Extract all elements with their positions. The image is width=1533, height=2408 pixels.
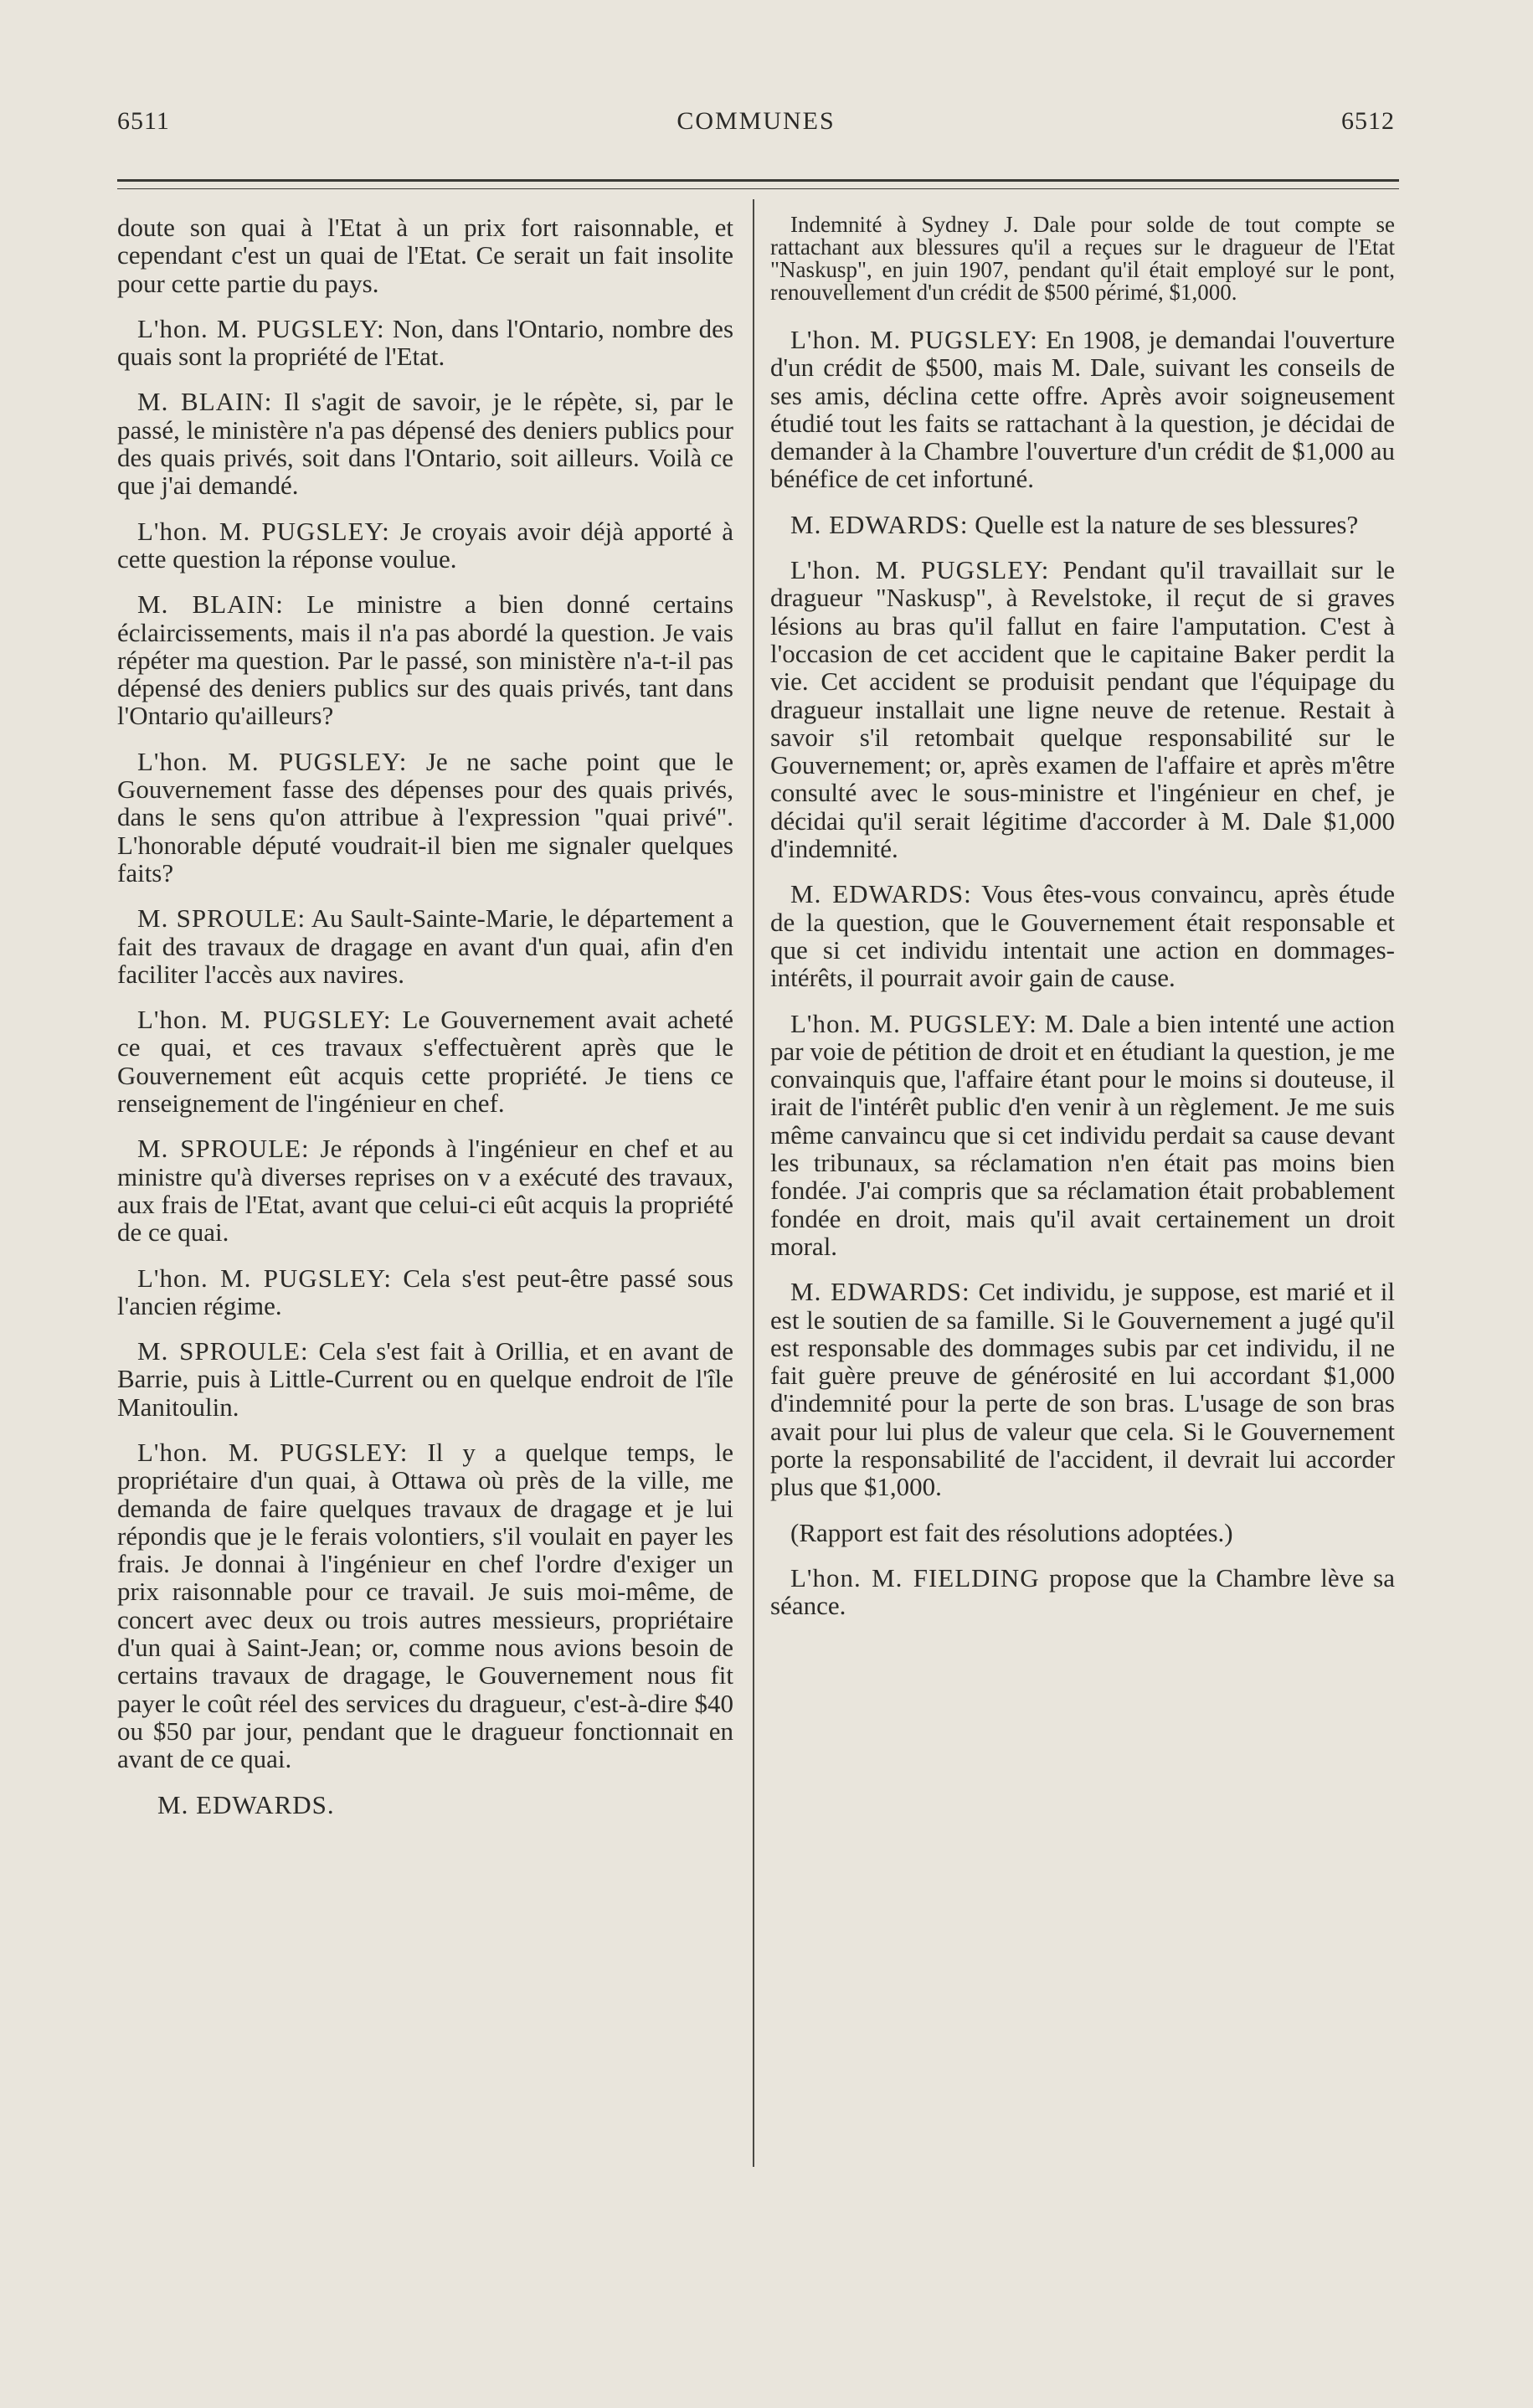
speech-text: Non, dans l'Ontario, nombre des quais sont la propriété de l'Etat. bbox=[117, 313, 734, 372]
page-header bbox=[117, 107, 1395, 149]
paragraph bbox=[117, 1438, 733, 1773]
paragraph bbox=[117, 748, 733, 887]
speech-text: Je ne sache point que le Gouvernement fasse des dépenses pour des quais privés, dans le sens qu'on attribue à l'expression "quai privé". L'honorable député voudrait-il bien me signaler quelques faits? bbox=[117, 746, 734, 888]
speaker-name: M. BLAIN: bbox=[137, 387, 273, 417]
header-rule-thin bbox=[117, 188, 1399, 189]
right-column bbox=[770, 214, 1395, 1637]
speech-text: Cela s'est fait à Orillia, et en avant de Barrie, puis à Little-Current ou en quelque endroit de l'île Manitoulin. bbox=[117, 1336, 734, 1422]
speaker-name: L'hon. M. PUGSLEY: bbox=[137, 516, 390, 546]
paragraph bbox=[770, 1278, 1395, 1500]
paragraph bbox=[117, 590, 733, 729]
paragraph: doute son quai à l'Etat à un prix fort raisonnable, et cependant c'est un quai de l'Etat. Ce serait un fait insolite pour cette partie du pays. bbox=[117, 213, 733, 298]
speech-text: Vous êtes-vous convaincu, après étude de la question, que le Gouvernement était responsable et que si cet individu intentait une action en dommages-intérêts, il pourrait avoir gain de cause. bbox=[770, 879, 1396, 993]
speech-text: Au Sault-Sainte-Marie, le département a fait des travaux de dragage en avant d'un quai, afin d'en faciliter l'accès aux navires. bbox=[117, 903, 734, 989]
header-rule-thick bbox=[117, 179, 1399, 182]
column-divider bbox=[753, 199, 754, 2167]
speech-text: Indemnité à Sydney J. Dale pour solde de tout compte se rattachant aux blessures qu'il a reçues sur le dragueur de l'Etat "Naskusp", en juin 1907, pendant qu'il était employé sur le pont, renouvellement d'un crédit de $500 périmé, $1,000. bbox=[770, 212, 1395, 305]
speaker-name: M. SPROULE: bbox=[137, 1336, 309, 1366]
paragraph bbox=[117, 517, 733, 574]
paragraph bbox=[117, 1337, 733, 1421]
speech-text: En 1908, je demandai l'ouverture d'un crédit de $500, mais M. Dale, suivant les conseils de ses amis, déclina cette offre. Après avoir soigneusement étudié tout les faits se rattachant à la question, je décidai de demander à la Chambre l'ouverture d'un crédit de $1,000 au bénéfice de cet infortuné. bbox=[770, 325, 1396, 494]
paragraph bbox=[770, 556, 1395, 862]
paragraph bbox=[117, 1791, 733, 1819]
speaker-name: L'hon. M. PUGSLEY: bbox=[137, 1437, 409, 1467]
speech-text: Je réponds à l'ingénieur en chef et au ministre qu'à diverses reprises on v a exécuté des travaux, aux frais de l'Etat, avant que celui-ci eût acquis la propriété de ce quai. bbox=[117, 1134, 734, 1248]
speaker-name: L'hon. M. PUGSLEY: bbox=[137, 1263, 393, 1293]
speech-text: Il y a quelque temps, le propriétaire d'un quai, à Ottawa où près de la ville, me demanda de faire quelques travaux de dragage et je lui répondis que je le ferais volontiers, s'il voulait en payer les frais. Je donnai à l'ingénieur en chef l'ordre d'exiger un prix raisonnable pour ce travail. Je suis moi-même, de concert avec deux ou trois autres messieurs, propriétaire d'un quai à Saint-Jean; or, comme nous avions besoin de certains travaux de dragage, le Gouvernement nous fit payer le coût réel des services du dragueur, c'est-à-dire $40 ou $50 par jour, pendant que le dragueur fonctionnait en avant de ce quai. bbox=[117, 1437, 733, 1774]
speech-text: Il s'agit de savoir, je le répète, si, par le passé, le ministère n'a pas dépensé des deniers publics pour des quais privés, soit dans l'Ontario, soit ailleurs. Voilà ce que j'ai demandé. bbox=[117, 387, 734, 501]
speaker-name: L'hon. M. PUGSLEY: bbox=[790, 555, 1050, 585]
paragraph bbox=[770, 880, 1395, 991]
speech-text: Cet individu, je suppose, est marié et il est le soutien de sa famille. Si le Gouvernement a jugé qu'il est responsable des dommages subis par cet individu, il ne fait guère preuve de générosité en lui accordant $1,000 d'indemnité pour la perte de son bras. L'usage de son bras avait pour lui plus de valeur que cela. Si le Gouvernement porte la responsabilité de l'accident, il devrait lui accorder plus que $1,000. bbox=[770, 1277, 1396, 1502]
paragraph bbox=[117, 1264, 733, 1320]
left-page-number: 6511 bbox=[117, 107, 170, 135]
paragraph bbox=[770, 1519, 1395, 1546]
speech-text: Le Gouvernement avait acheté ce quai, et ces travaux s'effectuèrent après que le Gouvernement eût acquis cette propriété. Je tiens ce renseignement de l'ingénieur en chef. bbox=[117, 1005, 734, 1119]
speaker-name: M. BLAIN: bbox=[137, 589, 284, 620]
paragraph bbox=[770, 511, 1395, 538]
speaker-name: M. EDWARDS. bbox=[157, 1789, 335, 1819]
speech-text: propose que la Chambre lève sa séance. bbox=[770, 1562, 1395, 1621]
speaker-name: M. EDWARDS: bbox=[790, 509, 969, 539]
speaker-name: L'hon. M. PUGSLEY: bbox=[137, 1005, 392, 1035]
speaker-name: L'hon. M. PUGSLEY: bbox=[137, 746, 408, 776]
right-page-number: 6512 bbox=[1341, 107, 1395, 135]
speech-text: Pendant qu'il travaillait sur le dragueur "Naskusp", à Revelstoke, il reçut de si graves lésions au bras qu'il fallut en faire l'amputation. C'est à l'occasion de cet accident que le capitaine Baker perdit la vie. Cet accident se produisit pendant que l'équipage du dragueur installait une ligne neuve de retenue. Restait à savoir s'il retombait quelque responsabilité sur le Gouvernement; or, après examen de l'affaire et après m'être consulté avec le sous-ministre et l'ingénieur en chef, je décidai qu'il serait légitime d'accorder à M. Dale $1,000 d'indemnité. bbox=[770, 555, 1395, 864]
paragraph bbox=[770, 1010, 1395, 1261]
speaker-name: M. SPROULE: bbox=[137, 903, 306, 934]
paragraph bbox=[117, 315, 733, 371]
speaker-name: L'hon. M. FIELDING bbox=[790, 1562, 1040, 1592]
speaker-name: M. SPROULE: bbox=[137, 1134, 310, 1164]
paragraph bbox=[117, 388, 733, 499]
paragraph bbox=[117, 1006, 733, 1117]
speech-text: Cela s'est peut-être passé sous l'ancien régime. bbox=[117, 1263, 733, 1320]
speaker-name: L'hon. M. PUGSLEY: bbox=[790, 325, 1038, 354]
budget-item bbox=[770, 214, 1395, 304]
paragraph bbox=[117, 904, 733, 988]
speech-text: M. Dale a bien intenté une action par voie de pétition de droit et en étudiant la question, je me convainquis que, l'affaire étant pour le moins si douteuse, il irait de l'intérêt public d'en venir à un règlement. Je me suis même canvaincu que si cet individu perdait sa cause devant les tribunaux, sa réclamation n'en était pas moins bien fondée. J'ai compris que sa réclamation était probablement fondée en droit, mais qu'il avait certainement un droit moral. bbox=[770, 1008, 1396, 1261]
speaker-name: M. EDWARDS: bbox=[790, 1277, 970, 1307]
speech-text: Je croyais avoir déjà apporté à cette question la réponse voulue. bbox=[117, 516, 733, 574]
left-column bbox=[117, 214, 733, 1836]
paragraph bbox=[117, 1135, 733, 1246]
speaker-name: M. EDWARDS: bbox=[790, 879, 972, 909]
speaker-name: L'hon. M. PUGSLEY: bbox=[137, 313, 385, 343]
speaker-name: L'hon. M. PUGSLEY: bbox=[790, 1008, 1037, 1038]
speech-text: (Rapport est fait des résolutions adoptées.) bbox=[790, 1517, 1233, 1547]
paragraph bbox=[770, 1564, 1395, 1620]
speech-text: Quelle est la nature de ses blessures? bbox=[975, 509, 1359, 539]
running-title: COMMUNES bbox=[676, 107, 836, 135]
speech-text: Le ministre a bien donné certains éclaircissements, mais il n'a pas abordé la question. Je vais répéter ma question. Par le passé, son ministère n'a-t-il pas dépensé des deniers publics sur des quais privés, tant dans l'Ontario qu'ailleurs? bbox=[117, 589, 734, 731]
paragraph bbox=[770, 326, 1395, 493]
